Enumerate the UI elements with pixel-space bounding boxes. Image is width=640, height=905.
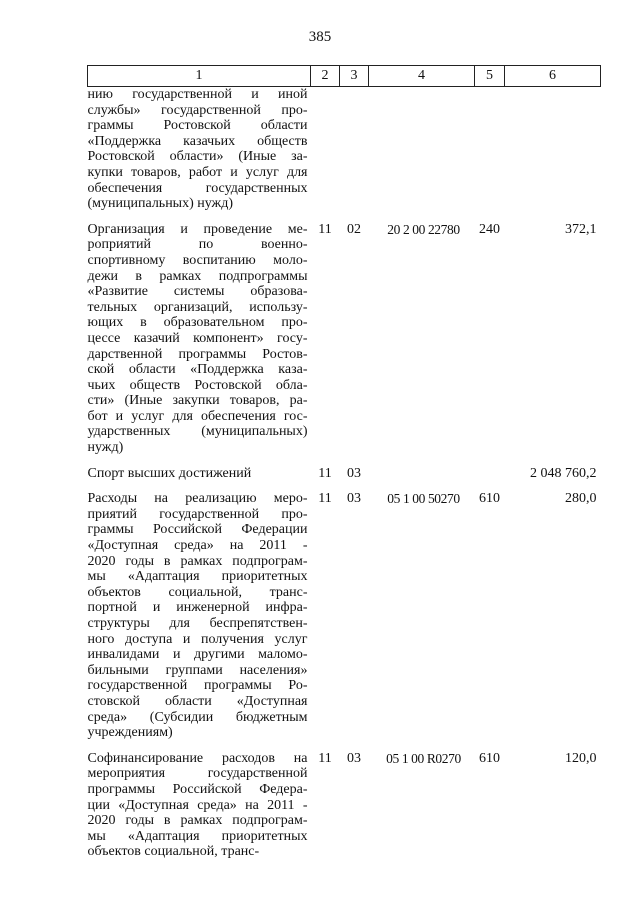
description-line: тельных организаций, использу- (87, 299, 308, 315)
header-col-2: 2 (311, 66, 340, 87)
row-target-article (369, 456, 475, 482)
description-line: ции «Доступная среда» на 2011 - (87, 797, 308, 813)
description-line: дарственной программы Ростов- (87, 346, 308, 362)
description-line: мы «Адаптация приоритетных (87, 828, 308, 844)
description-line: граммы Ростовской области (87, 118, 308, 134)
table-row (88, 212, 601, 456)
row-sum: 2 048 760,2 (530, 465, 597, 481)
description-line: мероприятия государственной (87, 766, 308, 782)
row-description (88, 87, 311, 212)
description-line: купки товаров, работ и услуг для (87, 164, 308, 180)
description-line: Софинансирование расходов на (87, 750, 308, 766)
description-line: Организация и проведение ме- (87, 221, 308, 237)
row-section: 11 (318, 491, 332, 507)
description-line: 2020 годы в рамках подпрограм- (87, 813, 308, 829)
budget-table (87, 65, 601, 860)
description-line: инвалидами и другими маломо- (87, 647, 308, 663)
row-sum: 280,0 (565, 491, 597, 507)
description-line: 2020 годы в рамках подпрограм- (87, 553, 308, 569)
description-line: (муниципальных) нужд) (87, 196, 234, 212)
description-line: «Развитие системы образова- (87, 284, 308, 300)
description-line: дежи в рамках подпрограммы (87, 268, 308, 284)
description-line: ного доступа и получения услуг (87, 631, 308, 647)
row-description (88, 212, 311, 456)
description-line: ской области «Поддержка каза- (87, 362, 308, 378)
row-section: 11 (318, 465, 332, 481)
description-line: чьих обществ Ростовской обла- (87, 377, 308, 393)
row-section: 11 (318, 221, 332, 237)
page-number: 385 (308, 29, 332, 45)
row-expense-type (475, 456, 505, 482)
row-description (88, 456, 311, 482)
row-subsection: 02 (347, 221, 361, 237)
table-row (88, 741, 601, 860)
row-subsection: 03 (347, 465, 361, 481)
table-body (88, 87, 601, 860)
description-line: «Доступная среда» на 2011 - (87, 538, 308, 554)
row-subsection: 03 (347, 491, 361, 507)
description-line: бильными группами населения» (87, 662, 308, 678)
row-expense-type (475, 87, 505, 212)
description-line: портной и инженерной инфра- (87, 600, 308, 616)
description-line: Ростовской области» (Иные за- (87, 149, 308, 165)
description-line: Расходы на реализацию меро- (87, 491, 308, 507)
row-target-article: 05 1 00 R0270 (386, 750, 461, 766)
header-col-4: 4 (369, 66, 475, 87)
description-line: «Поддержка казачьих обществ (87, 133, 308, 149)
row-section (311, 87, 340, 212)
row-target-article: 05 1 00 50270 (387, 491, 460, 507)
row-sum (505, 87, 601, 212)
description-line: ющих в образовательном про- (87, 315, 308, 331)
description-line: структуры для беспрепятствен- (87, 616, 308, 631)
description-line: учреждениям) (87, 725, 173, 741)
header-row (88, 66, 601, 87)
table-header (88, 66, 601, 87)
description-line: Спорт высших достижений (87, 465, 252, 481)
row-target-article: 20 2 00 22780 (387, 221, 460, 237)
description-line: ударственных (муниципальных) (87, 424, 308, 440)
description-line: граммы Российской Федерации (87, 522, 308, 538)
description-line: нужд) (87, 440, 124, 456)
row-sum: 372,1 (565, 221, 597, 237)
description-line: среда» (Субсидии бюджетным (87, 709, 308, 725)
row-sum: 120,0 (565, 750, 597, 766)
header-col-3: 3 (340, 66, 369, 87)
description-line: службы» государственной про- (87, 102, 308, 118)
description-line: приятий государственной про- (87, 506, 308, 522)
description-line: государственной программы Ро- (87, 678, 308, 694)
header-col-1: 1 (88, 66, 311, 87)
description-line: бот и услуг для обеспечения гос- (87, 408, 308, 424)
table-row (88, 456, 601, 482)
description-line: объектов социальной, транс- (87, 844, 260, 860)
row-expense-type: 240 (479, 221, 500, 237)
description-line: обеспечения государственных (87, 180, 308, 196)
row-subsection (340, 87, 369, 212)
table-row (88, 87, 601, 212)
description-line: спортивному воспитанию моло- (87, 252, 308, 268)
row-subsection: 03 (347, 750, 361, 766)
row-description (88, 741, 311, 860)
header-col-6: 6 (505, 66, 601, 87)
description-line: объектов социальной, транс- (87, 584, 308, 600)
row-expense-type: 610 (479, 750, 500, 766)
header-col-5: 5 (475, 66, 505, 87)
description-line: программы Российской Федера- (87, 781, 308, 797)
row-target-article (369, 87, 475, 212)
row-section: 11 (318, 750, 332, 766)
description-line: цессе казачий компонент» госу- (87, 330, 308, 346)
row-expense-type: 610 (479, 491, 500, 507)
description-line: мы «Адаптация приоритетных (87, 569, 308, 585)
description-line: сти» (Иные закупки товаров, ра- (87, 393, 308, 409)
description-line: стовской области «Доступная (87, 693, 308, 709)
row-description (88, 481, 311, 741)
table-row (88, 481, 601, 741)
description-line: нию государственной и иной (87, 87, 308, 102)
description-line: роприятий по военно- (87, 237, 308, 253)
